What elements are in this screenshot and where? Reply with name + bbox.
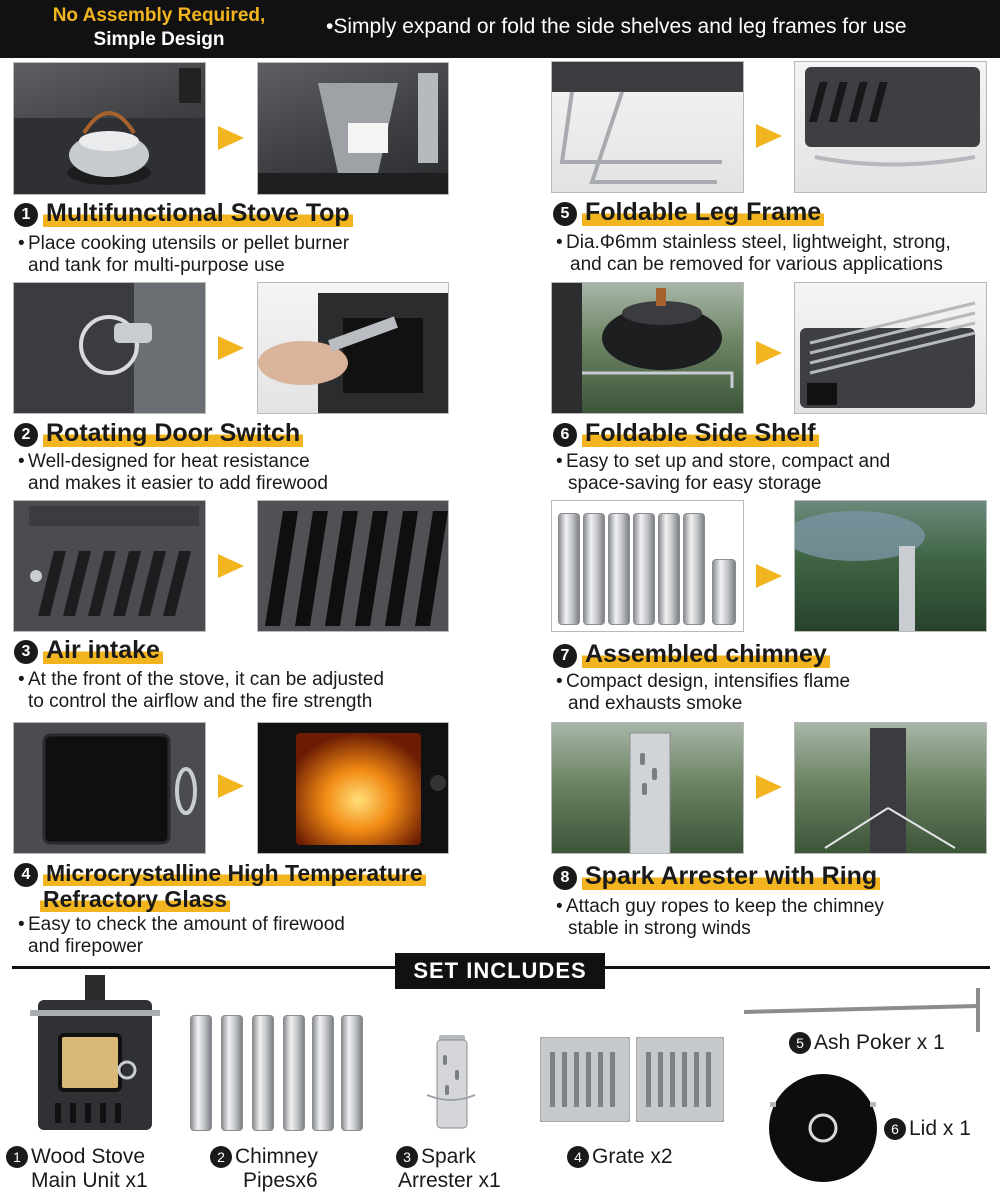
photo-side-shelf-folded: [794, 282, 987, 414]
feature-6-title-text: Foldable Side Shelf: [582, 419, 819, 447]
arrow-icon: [756, 564, 782, 588]
number-badge: 5: [789, 1032, 811, 1054]
chimney-pipe-image: [341, 1015, 363, 1131]
header-line-2: Simple Design: [93, 29, 225, 50]
arrow-icon: [218, 336, 244, 360]
feature-7-desc: • Compact design, intensifies flame and exhausts smoke: [556, 671, 851, 714]
feature-3-title-text: Air intake: [43, 636, 163, 664]
grate-image: [636, 1037, 724, 1122]
number-badge: 4: [567, 1146, 589, 1168]
item-2-line-2: Pipesx6: [243, 1169, 318, 1192]
number-badge: 1: [14, 203, 38, 227]
header-left: [0, 0, 318, 58]
feature-7-desc-line-2: and exhausts smoke: [568, 693, 743, 714]
photo-door-open-firewood: [257, 282, 449, 414]
number-badge: 3: [14, 640, 38, 664]
feature-7-desc-line-1: Compact design, intensifies flame: [566, 671, 851, 692]
arrow-icon: [756, 124, 782, 148]
number-badge: 6: [553, 423, 577, 447]
feature-5-desc-line-2: and can be removed for various applications: [570, 254, 943, 275]
feature-6-desc: • Easy to set up and store, compact and space-saving for easy storage: [556, 451, 891, 494]
feature-2-title-text: Rotating Door Switch: [43, 419, 303, 447]
feature-3-desc-line-1: At the front of the stove, it can be adjusted: [28, 669, 384, 690]
item-3-label: [396, 1145, 501, 1193]
number-badge: 2: [14, 423, 38, 447]
ash-poker-image: [742, 984, 984, 1034]
feature-8-title: [553, 862, 880, 890]
feature-2-desc: • Well-designed for heat resistance and makes it easier to add firewood: [18, 451, 328, 494]
item-2-line-1: Chimney: [235, 1145, 318, 1168]
item-3-line-1: Spark: [421, 1145, 476, 1168]
feature-1-desc: • Place cooking utensils or pellet burner and tank for multi-purpose use: [18, 233, 350, 276]
set-includes-label: SET INCLUDES: [395, 953, 605, 989]
arrow-icon: [218, 774, 244, 798]
photo-glass-fire: [257, 722, 449, 854]
item-1-line-1: Wood Stove: [31, 1145, 146, 1168]
feature-6-desc-line-2: space-saving for easy storage: [568, 473, 822, 494]
feature-3-desc: • At the front of the stove, it can be adjusted to control the airflow and the fire strength: [18, 669, 384, 712]
feature-7-title: [553, 640, 830, 668]
feature-8-desc-line-2: stable in strong winds: [568, 918, 751, 939]
number-badge: 6: [884, 1118, 906, 1140]
lid-image: [768, 1072, 878, 1184]
photo-air-intake-closed: [13, 500, 206, 632]
number-badge: 3: [396, 1146, 418, 1168]
feature-4-desc-line-2: and firepower: [28, 936, 144, 957]
feature-2-title: [14, 419, 303, 447]
chimney-pipe-image: [312, 1015, 334, 1131]
feature-6-desc-line-1: Easy to set up and store, compact and: [566, 451, 891, 472]
item-4-label: [567, 1145, 673, 1169]
chimney-pipe-image: [283, 1015, 305, 1131]
grate-image: [540, 1037, 630, 1122]
item-3-line-2: Arrester x1: [398, 1169, 501, 1192]
arrow-icon: [756, 775, 782, 799]
item-1-line-2: Main Unit x1: [31, 1169, 148, 1192]
feature-1-desc-line-2: and tank for multi-purpose use: [28, 255, 285, 276]
feature-4-desc-line-1: Easy to check the amount of firewood: [28, 914, 345, 935]
feature-5-desc-line-1: Dia.Φ6mm stainless steel, lightweight, strong,: [566, 232, 951, 253]
feature-7-title-text: Assembled chimney: [582, 640, 830, 668]
photo-door-switch: [13, 282, 206, 414]
feature-1-title-text: Multifunctional Stove Top: [43, 199, 353, 227]
photo-spark-arrester: [551, 722, 744, 854]
arrow-icon: [218, 554, 244, 578]
feature-1-title: [14, 199, 353, 227]
photo-stove-top-kettle: [13, 62, 206, 195]
feature-4-title: [14, 859, 426, 887]
number-badge: 2: [210, 1146, 232, 1168]
feature-4-title-line-2: [40, 885, 230, 913]
chimney-pipe-image: [221, 1015, 243, 1131]
number-badge: 8: [553, 866, 577, 890]
photo-stove-top-burner: [257, 62, 449, 195]
photo-side-shelf-kettle: [551, 282, 744, 414]
feature-3-desc-line-2: to control the airflow and the fire strength: [28, 691, 373, 712]
header-tagline: •Simply expand or fold the side shelves and leg frames for use: [326, 15, 907, 38]
item-5-line-1: Ash Poker x 1: [814, 1031, 945, 1054]
chimney-pipe-image: [252, 1015, 274, 1131]
item-6-line-1: Lid x 1: [909, 1117, 971, 1140]
number-badge: 1: [6, 1146, 28, 1168]
feature-4-title-text-2: Refractory Glass: [40, 886, 230, 912]
feature-2-desc-line-1: Well-designed for heat resistance: [28, 451, 310, 472]
feature-3-title: [14, 636, 163, 664]
header-line-1: No Assembly Required,: [52, 5, 266, 26]
feature-5-title: [553, 198, 824, 226]
item-4-line-1: Grate x2: [592, 1145, 673, 1168]
item-1-label: [6, 1145, 148, 1193]
feature-8-desc-line-1: Attach guy ropes to keep the chimney: [566, 896, 884, 917]
feature-8-desc: • Attach guy ropes to keep the chimney stable in strong winds: [556, 896, 884, 939]
feature-4-desc: • Easy to check the amount of firewood and firepower: [18, 914, 345, 957]
feature-6-title: [553, 419, 819, 447]
number-badge: 5: [553, 202, 577, 226]
photo-spark-arrester-ropes: [794, 722, 987, 854]
arrow-icon: [218, 126, 244, 150]
chimney-pipe-image: [190, 1015, 212, 1131]
photo-air-intake-open: [257, 500, 449, 632]
number-badge: 7: [553, 644, 577, 668]
feature-1-desc-line-1: Place cooking utensils or pellet burner: [28, 233, 350, 254]
header-banner: [0, 0, 1000, 58]
photo-glass-door: [13, 722, 206, 854]
photo-leg-frame-folded: [794, 61, 987, 193]
photo-chimney-parts: [551, 500, 744, 632]
feature-5-desc: • Dia.Φ6mm stainless steel, lightweight, strong, and can be removed for various applications: [556, 232, 951, 275]
item-2-label: [210, 1145, 318, 1193]
photo-leg-frame-unfolded: [551, 61, 744, 193]
number-badge: 4: [14, 863, 38, 887]
arrow-icon: [756, 341, 782, 365]
stove-main-unit-image: [30, 975, 160, 1135]
feature-2-desc-line-2: and makes it easier to add firewood: [28, 473, 328, 494]
feature-8-title-text: Spark Arrester with Ring: [582, 862, 880, 890]
photo-chimney-assembled: [794, 500, 987, 632]
feature-5-title-text: Foldable Leg Frame: [582, 198, 824, 226]
spark-arrester-image: [425, 1035, 477, 1131]
item-6-label: [884, 1117, 971, 1141]
feature-4-title-text: Microcrystalline High Temperature: [43, 860, 426, 886]
item-5-label: [789, 1031, 945, 1055]
